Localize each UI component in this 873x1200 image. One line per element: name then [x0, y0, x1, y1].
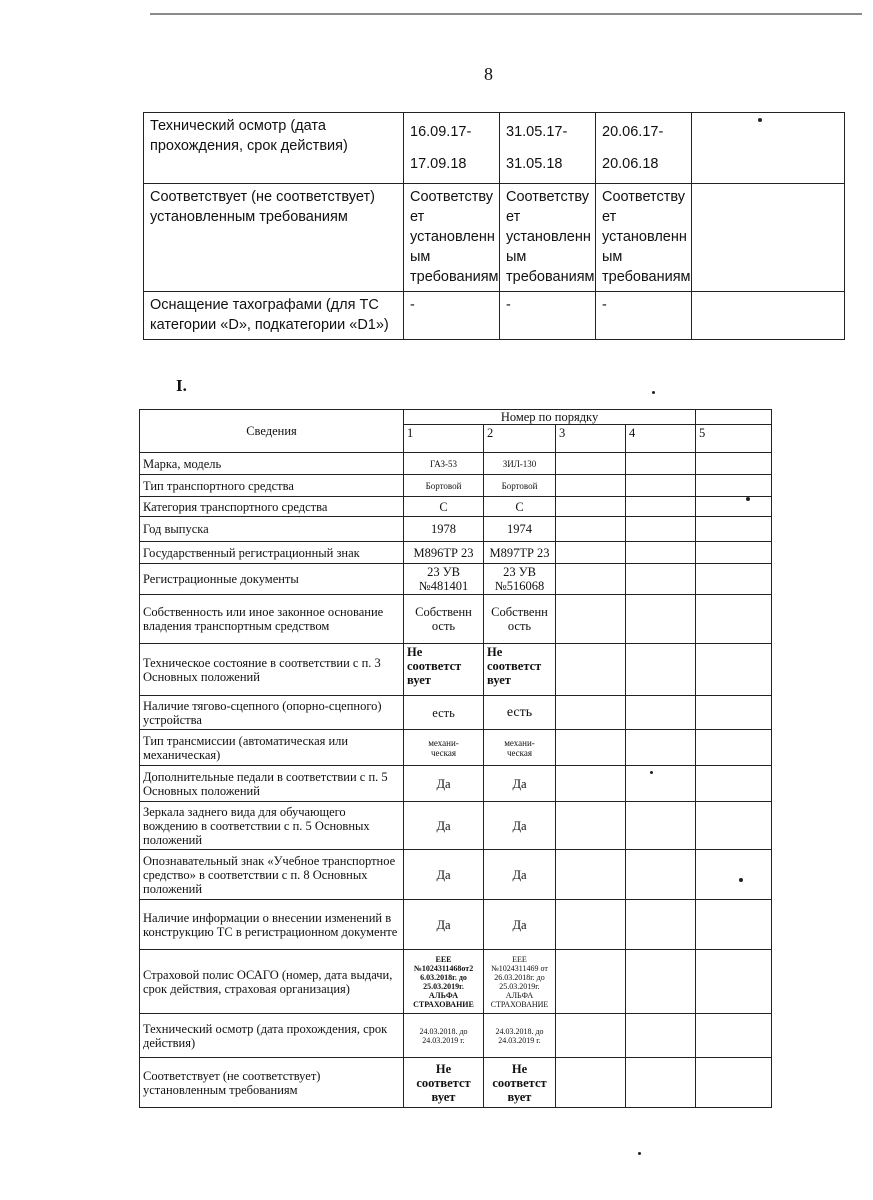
table-cell: С: [484, 497, 556, 517]
table-cell: [556, 696, 626, 730]
table-cell: [626, 453, 696, 475]
row-label: Страховой полис ОСАГО (номер, дата выдачи, срок действия, страховая организация): [140, 950, 404, 1014]
table-row: [140, 850, 772, 900]
table-cell: [696, 766, 772, 802]
table-cell: [696, 542, 772, 564]
table-cell: [556, 453, 626, 475]
table-cell: Бортовой: [484, 475, 556, 497]
table-row: [140, 802, 772, 850]
table-cell: ЕЕЕ №1024311468от2 6.03.2018г. до 25.03.2019г. АЛЬФА СТРАХОВАНИЕ: [404, 950, 484, 1014]
row-label: Категория транспортного средства: [140, 497, 404, 517]
header-empty: [696, 410, 772, 425]
table-cell: [692, 292, 845, 340]
table-row: [140, 950, 772, 1014]
table-row: [140, 1058, 772, 1108]
table-row: [140, 564, 772, 595]
table-row: [140, 475, 772, 497]
table-cell: [626, 517, 696, 542]
table-cell: [626, 644, 696, 696]
scan-speck: [638, 1152, 641, 1155]
table-cell: [696, 475, 772, 497]
table-cell: [556, 802, 626, 850]
table-cell: М897ТР 23: [484, 542, 556, 564]
table-cell: [626, 1058, 696, 1108]
table-cell: [696, 730, 772, 766]
table-cell: [626, 730, 696, 766]
table-cell: 23 УВ №481401: [404, 564, 484, 595]
row-label: Техническое состояние в соответствии с п. 3 Основных положений: [140, 644, 404, 696]
scan-speck: [758, 118, 762, 122]
column-number: 2: [484, 425, 556, 453]
table-cell: 24.03.2018. до 24.03.2019 г.: [484, 1014, 556, 1058]
row-label: Марка, модель: [140, 453, 404, 475]
table-row: [140, 900, 772, 950]
table-row: [140, 497, 772, 517]
row-label: Собственность или иное законное основание владения транспортным средством: [140, 595, 404, 644]
table-cell: [696, 453, 772, 475]
table-cell: есть: [484, 696, 556, 730]
table-cell: [626, 1014, 696, 1058]
row-label: Технический осмотр (дата прохождения, срок действия): [144, 113, 404, 184]
section-number: I.: [176, 376, 187, 395]
table-row: [144, 292, 845, 340]
table-cell: [556, 517, 626, 542]
row-label: Наличие информации о внесении изменений в конструкцию ТС в регистрационном документе: [140, 900, 404, 950]
table-cell: механи- ческая: [484, 730, 556, 766]
table-cell: [696, 696, 772, 730]
table-cell: 20.06.17- 20.06.18: [596, 113, 692, 184]
table-cell: 23 УВ №516068: [484, 564, 556, 595]
scan-speck: [739, 878, 743, 882]
table-cell: -: [596, 292, 692, 340]
table-cell: [556, 766, 626, 802]
table-cell: ГАЗ-53: [404, 453, 484, 475]
row-label: Технический осмотр (дата прохождения, срок действия): [140, 1014, 404, 1058]
table-cell: [556, 730, 626, 766]
table-cell: Бортовой: [404, 475, 484, 497]
table-cell: [626, 802, 696, 850]
table-cell: [626, 766, 696, 802]
table-cell: механи- ческая: [404, 730, 484, 766]
row-label: Государственный регистрационный знак: [140, 542, 404, 564]
table-cell: Соответству ет установленн ым требованиям: [404, 184, 500, 292]
row-label: Опознавательный знак «Учебное транспортное средство» в соответствии с п. 8 Основных положений: [140, 850, 404, 900]
table-cell: [556, 475, 626, 497]
table-row: [140, 696, 772, 730]
table-cell: 1974: [484, 517, 556, 542]
training-vehicles-table: [139, 409, 772, 1108]
table-cell: [626, 696, 696, 730]
table-cell: -: [500, 292, 596, 340]
table-cell: [626, 497, 696, 517]
table-cell: Да: [484, 900, 556, 950]
table-row: [140, 766, 772, 802]
table-cell: [696, 1058, 772, 1108]
table-cell: Да: [404, 850, 484, 900]
page-number: 8: [484, 64, 493, 84]
table-cell: Да: [484, 802, 556, 850]
table-cell: [626, 595, 696, 644]
table-cell: Не соответст вует: [484, 644, 556, 696]
table-cell: Не соответст вует: [404, 644, 484, 696]
table-cell: [696, 1014, 772, 1058]
table-cell: [696, 517, 772, 542]
table-row: [140, 542, 772, 564]
table-cell: [556, 497, 626, 517]
table-cell: Не соответст вует: [404, 1058, 484, 1108]
table-cell: [692, 184, 845, 292]
table-row: [140, 453, 772, 475]
column-number: 1: [404, 425, 484, 453]
row-label: Соответствует (не соответствует) установленным требованиям: [144, 184, 404, 292]
table-cell: [626, 900, 696, 950]
header-row: [140, 410, 772, 425]
table-cell: Собственн ость: [484, 595, 556, 644]
table-row: [140, 1014, 772, 1058]
row-label: Регистрационные документы: [140, 564, 404, 595]
table-cell: 16.09.17- 17.09.18: [404, 113, 500, 184]
table-row: [144, 113, 845, 184]
row-label: Соответствует (не соответствует) установленным требованиям: [140, 1058, 404, 1108]
table-cell: Собственн ость: [404, 595, 484, 644]
table-cell: Да: [484, 766, 556, 802]
table-cell: М896ТР 23: [404, 542, 484, 564]
table-cell: [626, 542, 696, 564]
column-number: 3: [556, 425, 626, 453]
table-cell: [696, 595, 772, 644]
table-cell: [556, 564, 626, 595]
row-label: Дополнительные педали в соответствии с п. 5 Основных положений: [140, 766, 404, 802]
row-label: Тип трансмиссии (автоматическая или механическая): [140, 730, 404, 766]
table-cell: [692, 113, 845, 184]
table-cell: Соответству ет установленн ым требованиям: [500, 184, 596, 292]
table-row: [140, 730, 772, 766]
table-cell: 24.03.2018. до 24.03.2019 г.: [404, 1014, 484, 1058]
table-cell: ЗИЛ-130: [484, 453, 556, 475]
table-cell: [696, 900, 772, 950]
header-group: Номер по порядку: [404, 410, 696, 425]
row-label: Наличие тягово-сцепного (опорно-сцепного) устройства: [140, 696, 404, 730]
table-cell: [556, 644, 626, 696]
table-cell: Да: [404, 802, 484, 850]
column-number: 4: [626, 425, 696, 453]
table-cell: [556, 850, 626, 900]
table-cell: [556, 595, 626, 644]
row-label: Тип транспортного средства: [140, 475, 404, 497]
table-cell: [556, 900, 626, 950]
table-row: [140, 595, 772, 644]
table-cell: Соответству ет установленн ым требованиям: [596, 184, 692, 292]
table-cell: 31.05.17- 31.05.18: [500, 113, 596, 184]
table-row: [140, 644, 772, 696]
table-cell: [556, 542, 626, 564]
table-cell: [556, 1014, 626, 1058]
scan-top-edge-line: [150, 13, 862, 15]
table-cell: [696, 497, 772, 517]
table-cell: Да: [484, 850, 556, 900]
table-cell: [696, 564, 772, 595]
header-label: Сведения: [140, 410, 404, 453]
row-label: Оснащение тахографами (для ТС категории «D», подкатегории «D1»): [144, 292, 404, 340]
table-cell: -: [404, 292, 500, 340]
table-cell: [696, 802, 772, 850]
table-cell: [696, 644, 772, 696]
table-cell: [626, 950, 696, 1014]
scan-speck: [650, 771, 653, 774]
scan-speck: [746, 497, 750, 501]
table-cell: [626, 850, 696, 900]
row-label: Зеркала заднего вида для обучающего вождению в соответствии с п. 5 Основных положений: [140, 802, 404, 850]
table-cell: [696, 950, 772, 1014]
scan-speck: [652, 391, 655, 394]
table-cell: [626, 564, 696, 595]
table-cell: Да: [404, 766, 484, 802]
table-cell: [556, 950, 626, 1014]
row-label: Год выпуска: [140, 517, 404, 542]
column-number: 5: [696, 425, 772, 453]
table-cell: 1978: [404, 517, 484, 542]
table-cell: [696, 850, 772, 900]
table-cell: С: [404, 497, 484, 517]
table-cell: Не соответст вует: [484, 1058, 556, 1108]
table-cell: [556, 1058, 626, 1108]
table-row: [140, 517, 772, 542]
table-row: [144, 184, 845, 292]
table-cell: [626, 475, 696, 497]
vehicle-continuation-table: [143, 112, 845, 340]
table-cell: Да: [404, 900, 484, 950]
table-cell: есть: [404, 696, 484, 730]
table-cell: ЕЕЕ №1024311469 от 26.03.2018г. до 25.03.2019г. АЛЬФА СТРАХОВАНИЕ: [484, 950, 556, 1014]
